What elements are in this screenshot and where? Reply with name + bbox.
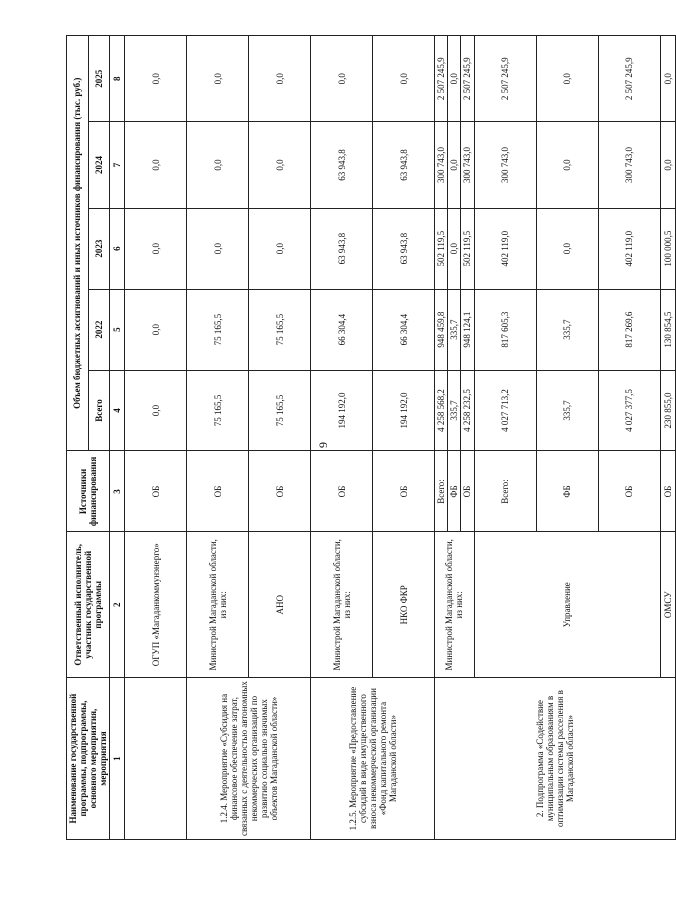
- value-cell: 75 165,5: [187, 370, 249, 451]
- value-cell: 194 192,0: [311, 370, 373, 451]
- column-number: 6: [110, 208, 125, 289]
- value-cell: 63 943,8: [373, 122, 435, 208]
- value-cell: 817 605,3: [474, 289, 536, 370]
- executor-cell: ОГУП «Магаданкоммунэнерго»: [125, 532, 187, 678]
- executor-cell: Министрой Магаданской области, из них:: [187, 532, 249, 678]
- row-name-cell: 1.2.4. Мероприятие «Субсидия на финансовое обеспечение затрат, связанных с деятельностью автономных некоммерческих организаций по развитию социально значимых объектов Магаданской области»: [187, 678, 311, 840]
- column-number: 2: [110, 532, 125, 678]
- table-row: [311, 36, 373, 840]
- value-cell: 66 304,4: [373, 289, 435, 370]
- value-cell: 335,7: [536, 289, 598, 370]
- value-cell: 63 943,8: [373, 208, 435, 289]
- value-cell: 300 743,0: [461, 122, 474, 208]
- value-cell: 0,0: [125, 122, 187, 208]
- value-cell: 335,7: [448, 289, 461, 370]
- source-cell: ОБ: [598, 451, 660, 532]
- value-cell: 0,0: [448, 122, 461, 208]
- value-cell: 75 165,5: [187, 289, 249, 370]
- column-number: 1: [110, 678, 125, 840]
- value-cell: 0,0: [536, 208, 598, 289]
- column-number: 8: [110, 36, 125, 122]
- source-cell: Всего:: [474, 451, 536, 532]
- value-cell: 2 507 245,9: [435, 36, 448, 122]
- value-cell: 502 119,5: [461, 208, 474, 289]
- value-cell: 66 304,4: [311, 289, 373, 370]
- table-row: [125, 36, 187, 840]
- source-cell: ОБ: [461, 451, 474, 532]
- value-cell: 0,0: [125, 370, 187, 451]
- value-cell: 0,0: [660, 122, 675, 208]
- value-cell: 0,0: [536, 122, 598, 208]
- value-cell: 948 124,1: [461, 289, 474, 370]
- value-cell: 300 743,0: [435, 122, 448, 208]
- value-cell: 230 855,0: [660, 370, 675, 451]
- value-cell: 75 165,5: [249, 289, 311, 370]
- source-cell: ОБ: [373, 451, 435, 532]
- table-row: [187, 36, 249, 840]
- row-name-cell: 2. Подпрограмма «Содействие муниципальным образованиям в оптимизации системы расселения в Магаданской области»: [435, 678, 675, 840]
- value-cell: 0,0: [125, 289, 187, 370]
- header-name: Наименование государственной программы, подпрограммы, основного мероприятия, мероприятия: [67, 678, 110, 840]
- value-cell: 4 027 377,5: [598, 370, 660, 451]
- source-cell: ОБ: [125, 451, 187, 532]
- value-cell: 817 269,6: [598, 289, 660, 370]
- header-year: 2024: [88, 122, 110, 208]
- funding-table: [66, 35, 676, 840]
- column-number: 4: [110, 370, 125, 451]
- executor-cell: Управление: [474, 532, 660, 678]
- source-cell: ОБ: [187, 451, 249, 532]
- value-cell: 100 000,5: [660, 208, 675, 289]
- header-year: Всего: [88, 370, 110, 451]
- header-year: 2023: [88, 208, 110, 289]
- value-cell: 300 743,0: [598, 122, 660, 208]
- header-executor: Ответственный исполнитель, участник государственной программы: [67, 532, 110, 678]
- value-cell: 335,7: [536, 370, 598, 451]
- executor-cell: ОМСУ: [660, 532, 675, 678]
- column-numbers-row: [110, 36, 125, 840]
- value-cell: 63 943,8: [311, 122, 373, 208]
- value-cell: 0,0: [187, 36, 249, 122]
- table-row: [435, 36, 448, 840]
- value-cell: 2 507 245,9: [474, 36, 536, 122]
- executor-cell: НКО ФКР: [373, 532, 435, 678]
- column-number: 7: [110, 122, 125, 208]
- value-cell: 0,0: [373, 36, 435, 122]
- header-year: 2025: [88, 36, 110, 122]
- value-cell: 63 943,8: [311, 208, 373, 289]
- rotated-table-container: [66, 35, 673, 840]
- value-cell: 4 258 568,2: [435, 370, 448, 451]
- value-cell: 0,0: [249, 208, 311, 289]
- value-cell: 4 258 232,5: [461, 370, 474, 451]
- value-cell: 130 854,5: [660, 289, 675, 370]
- value-cell: 194 192,0: [373, 370, 435, 451]
- value-cell: 0,0: [187, 208, 249, 289]
- row-name-cell: 1.2.5. Мероприятие «Предоставление субсидий в виде имущественного взноса некоммерческой организации «Фонд капитального ремонта Магаданской области»: [311, 678, 435, 840]
- value-cell: 0,0: [660, 36, 675, 122]
- value-cell: 75 165,5: [249, 370, 311, 451]
- value-cell: 4 027 713,2: [474, 370, 536, 451]
- header-source: Источники финансирования: [67, 451, 110, 532]
- value-cell: 948 459,8: [435, 289, 448, 370]
- column-number: 3: [110, 451, 125, 532]
- source-cell: ОБ: [660, 451, 675, 532]
- executor-cell: Министрой Магаданской области, из них:: [435, 532, 474, 678]
- value-cell: 0,0: [311, 36, 373, 122]
- value-cell: 2 507 245,9: [461, 36, 474, 122]
- value-cell: 300 743,0: [474, 122, 536, 208]
- value-cell: 0,0: [125, 36, 187, 122]
- header-year: 2022: [88, 289, 110, 370]
- value-cell: 0,0: [125, 208, 187, 289]
- value-cell: 0,0: [448, 36, 461, 122]
- value-cell: 402 119,0: [474, 208, 536, 289]
- value-cell: 0,0: [187, 122, 249, 208]
- source-cell: Всего:: [435, 451, 448, 532]
- value-cell: 0,0: [448, 208, 461, 289]
- column-number: 5: [110, 289, 125, 370]
- value-cell: 0,0: [249, 36, 311, 122]
- page-number: 9: [316, 442, 330, 448]
- value-cell: 0,0: [536, 36, 598, 122]
- executor-cell: АНО: [249, 532, 311, 678]
- source-cell: ФБ: [448, 451, 461, 532]
- value-cell: 402 119,0: [598, 208, 660, 289]
- value-cell: 335,7: [448, 370, 461, 451]
- source-cell: ОБ: [249, 451, 311, 532]
- value-cell: 2 507 245,9: [598, 36, 660, 122]
- executor-cell: Министрой Магаданской области, из них:: [311, 532, 373, 678]
- value-cell: 0,0: [249, 122, 311, 208]
- value-cell: 502 119,5: [435, 208, 448, 289]
- source-cell: ФБ: [536, 451, 598, 532]
- header-funding: Объем бюджетных ассигнований и иных источников финансирования (тыс. руб.): [67, 36, 89, 452]
- source-cell: ОБ: [311, 451, 373, 532]
- row-name-cell: [125, 678, 187, 840]
